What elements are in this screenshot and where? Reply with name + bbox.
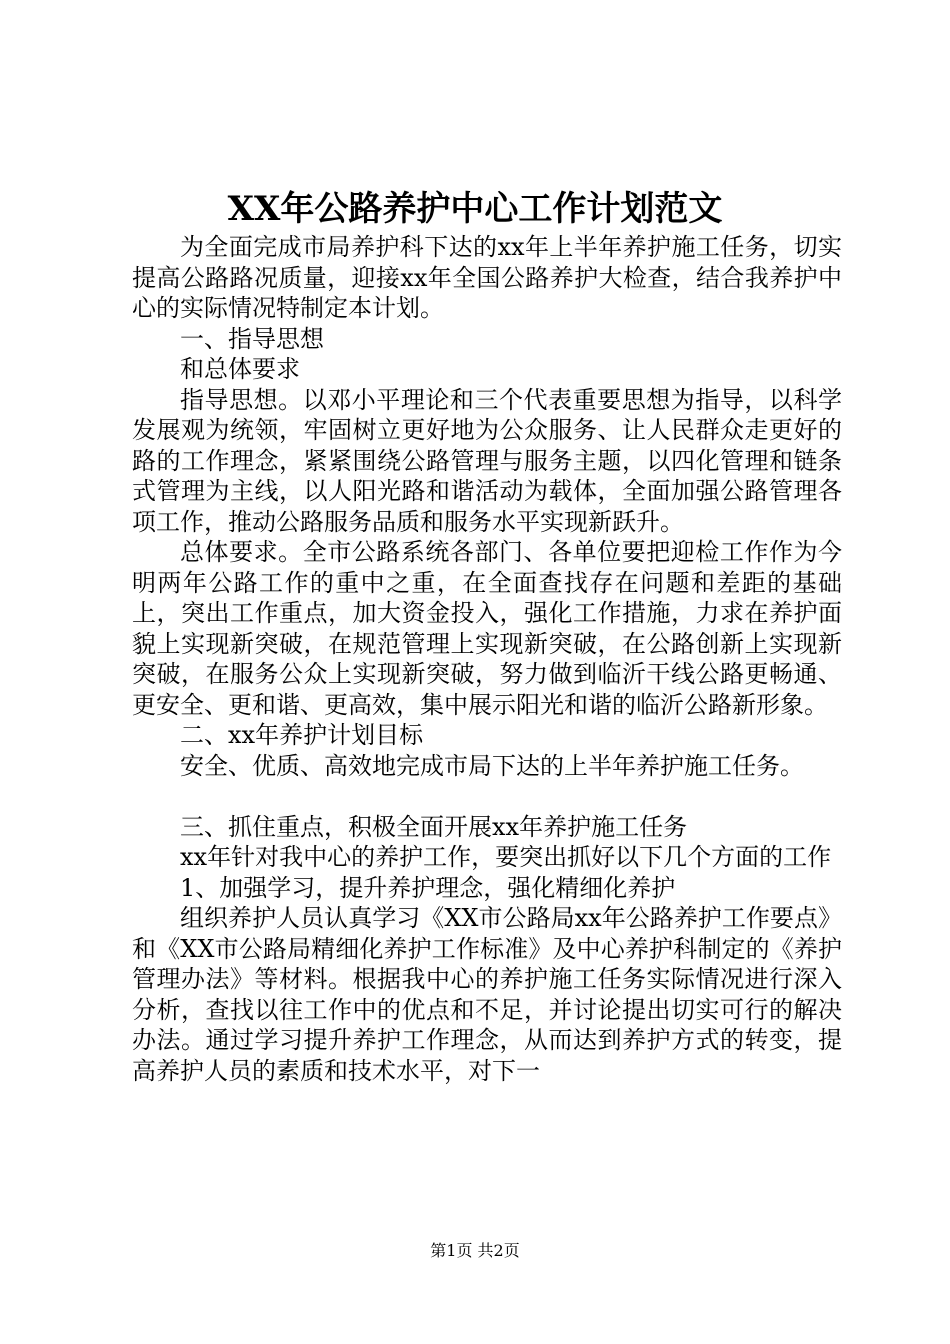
general-requirements-paragraph: 总体要求。全市公路系统各部门、各单位要把迎检工作作为今明两年公路工作的重中之重，在全面查找存在问题和差距的基础上，突出工作重点，加大资金投入，强化工作措施，力求在养护面貌上实现新突破，在规范管理上实现新突破，在公路创新上实现新突破，在服务公众上实现新突破，努力做到临沂干线公路更畅通、更安全、更和谐、更高效，集中展示阳光和谐的临沂公路新形象。	[132, 538, 842, 719]
focus-intro-paragraph: xx年针对我中心的养护工作，要突出抓好以下几个方面的工作	[180, 843, 832, 871]
document-body	[132, 232, 842, 1086]
study-paragraph: 组织养护人员认真学习《XX市公路局xx年公路养护工作要点》和《XX市公路局精细化养护工作标准》及中心养护科制定的《养护管理办法》等材料。根据我中心的养护施工任务实际情况进行深入分析，查找以往工作中的优点和不足，并讨论提出切实可行的解决办法。通过学习提升养护工作理念，从而达到养护方式的转变，提高养护人员的素质和技术水平，对下一	[132, 904, 842, 1085]
blank-line	[132, 781, 842, 812]
intro-paragraph: 为全面完成市局养护科下达的xx年上半年养护施工任务，切实提高公路路况质量，迎接xx年全国公路养护大检查，结合我养护中心的实际情况特制定本计划。	[132, 233, 842, 322]
section-heading-1-cont: 和总体要求	[180, 355, 300, 383]
guiding-ideology-paragraph: 指导思想。以邓小平理论和三个代表重要思想为指导，以科学发展观为统领，牢固树立更好地为公众服务、让人民群众走更好的路的工作理念，紧紧围绕公路管理与服务主题，以四化管理和链条式管理为主线，以人阳光路和谐活动为载体，全面加强公路管理各项工作，推动公路服务品质和服务水平实现新跃升。	[132, 385, 842, 536]
plan-goal-paragraph: 安全、优质、高效地完成市局下达的上半年养护施工任务。	[180, 751, 804, 780]
subsection-heading-1: 1、加强学习，提升养护理念，强化精细化养护	[180, 873, 676, 902]
section-heading-3: 三、抓住重点，积极全面开展xx年养护施工任务	[180, 812, 688, 841]
page-footer: 第1页 共2页	[430, 1241, 520, 1260]
section-heading-2: 二、xx年养护计划目标	[180, 721, 424, 749]
section-heading-1: 一、指导思想	[180, 324, 324, 353]
document-title: XX年公路养护中心工作计划范文	[227, 189, 723, 229]
